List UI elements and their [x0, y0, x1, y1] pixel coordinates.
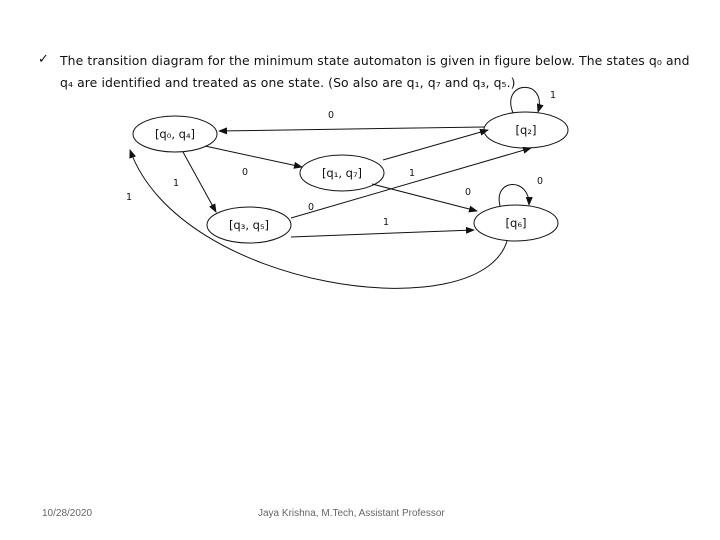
edge-label: 0 — [307, 202, 315, 213]
edge-label: 1 — [125, 192, 133, 203]
edge-q1q7-to-q6 — [372, 184, 477, 211]
edge-q2-self-loop — [511, 87, 540, 113]
state-q1-q7 — [300, 155, 384, 191]
edge-q0q4-to-q1q7 — [205, 146, 302, 167]
checkmark-icon: ✓ — [38, 52, 49, 67]
state-label: [q₃, q₅] — [228, 218, 270, 232]
state-q6 — [474, 205, 558, 241]
state-label: [q₂] — [515, 123, 537, 137]
edge-label: 1 — [382, 217, 390, 228]
state-label: [q₀, q₄] — [154, 127, 196, 141]
edge-q0q4-to-q3q5 — [183, 152, 216, 212]
edge-label: 0 — [464, 187, 472, 198]
state-q0-q4 — [133, 116, 217, 152]
edge-q6-self-loop — [499, 184, 529, 206]
edge-q2-to-q0q4 — [219, 127, 484, 131]
footer-date: 10/28/2020 — [42, 508, 93, 519]
footer-author: Jaya Krishna, M.Tech, Assistant Professor — [258, 508, 445, 519]
state-label: [q₁, q₇] — [321, 166, 363, 180]
edge-label: 0 — [536, 176, 544, 187]
bullet-text: The transition diagram for the minimum state automaton is given in figure below. The states q₀ and q₄ are identified and treated as one state. (So also are q₁, q₇ and q₃, q₅.) — [60, 53, 690, 90]
edge-q3q5-to-q6 — [291, 230, 474, 237]
edge-label: 1 — [172, 178, 180, 189]
state-q3-q5 — [207, 207, 291, 243]
state-label: [q₆] — [505, 216, 527, 230]
edge-q1q7-to-q2 — [383, 130, 488, 160]
edge-label: 1 — [408, 168, 416, 179]
edge-label: 0 — [327, 110, 335, 121]
state-q2 — [484, 112, 568, 148]
edge-label: 0 — [241, 167, 249, 178]
edge-label: 1 — [549, 90, 557, 101]
